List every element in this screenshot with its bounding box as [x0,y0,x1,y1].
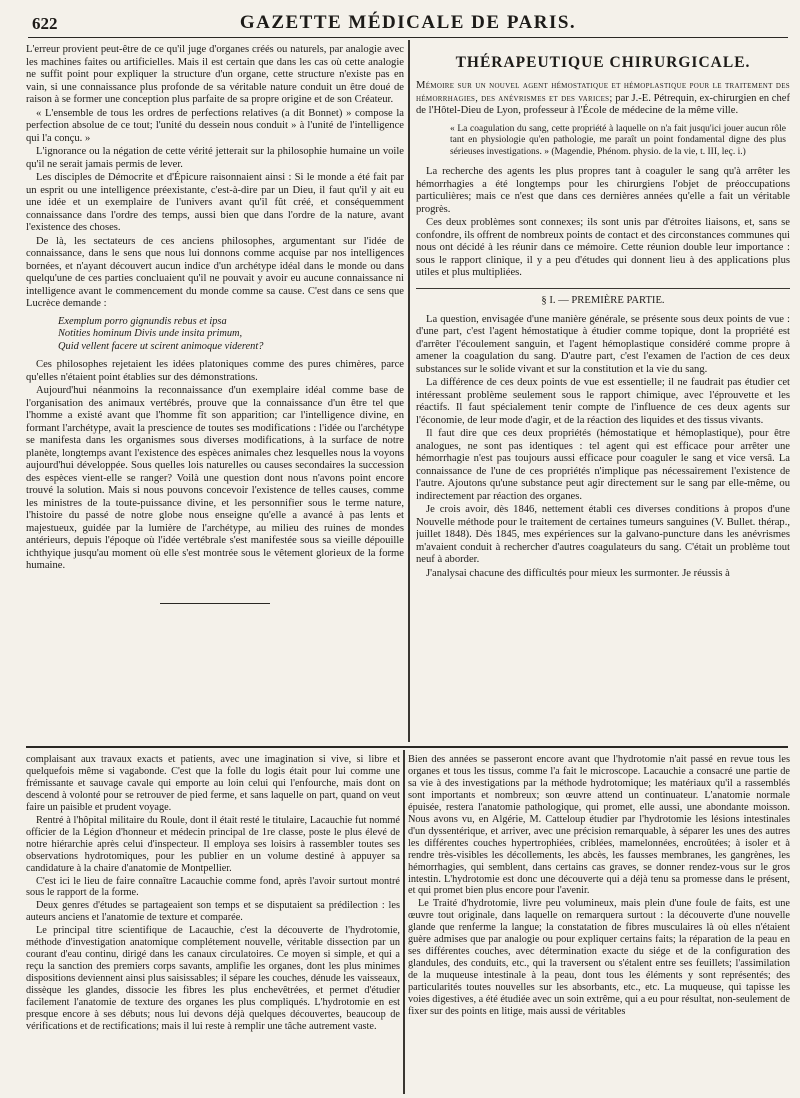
journal-title: GAZETTE MÉDICALE DE PARIS. [239,12,577,33]
article-author: par J.-E. Pétrequin, ex-chirurgien en chef de l'Hôtel-Dieu de Lyon, professeur à l'École de médecine de la même ville. [416,92,790,116]
paragraph: La question, envisagée d'une manière générale, se présente sous deux points de vue : d'une part, c'est l'agent hémostatique à étudier comme topique, dont la propriété est d'arrêter l'écoulement sanguin, et l'agent hémoplastique considéré comme propre à amener la coagulation du sang. D'autre part, c'est l'examen de l'action de ces deux substances sur le solide vivant et sur la constitution et la vie du sang. [416,313,790,375]
verse-line: Exemplum porro gignundis rebus et ipsa [58,315,227,327]
left-column [26,44,404,742]
section-divider [26,746,788,748]
paragraph: Le principal titre scientifique de Lacauchie, c'est la découverte de l'hydrotomie, méthode d'investigation anatomique complétement nouvelle, véritable dissection par un courant d'eau continu, dirigé dans les canaux circulatoires. Ce moyen si simple, et qui a reçu la sanction des premiers corps savants, amplifie les organes, dont les plus minimes dispositions deviennent ainsi plus saisissables; il sépare les couches, dénude les vaisseaux, dissèque les glandes, dissocie les fibres les plus enchevêtrées, et permet d'étudier facilement l'anatomie de texture des organes les plus compliqués. L'hydrotomie en est presque encore à ses débuts; nous lui devons déjà quelques découvertes, beaucoup de vérifications et de rectifications; mais il lui reste à remplir une tâche autrement vaste. [26,925,400,1032]
paragraph: Rentré à l'hôpital militaire du Roule, dont il était resté le titulaire, Lacauchie fut nommé officier de la Légion d'honneur et médecin principal de 1re classe, poste le plus élevé de notre hiérarchie après celui d'inspecteur. Il employa ses loisirs à rassembler toutes ses observations hydrotomiques, pour les publier en un volume destiné à appuyer sa candidature à la chaire d'anatomie de Montpellier. [26,814,400,874]
paragraph: La recherche des agents les plus propres tant à coaguler le sang qu'à arrêter les hémorrhagies a été longtemps pour les chirurgiens l'objet de préoccupations particulières; mais ce n'est que dans ces dernières années qu'elle a fait un véritable progrès. [416,166,790,215]
right-column [416,48,790,746]
paragraph: L'ignorance ou la négation de cette vérité jetterait sur la philosophie humaine un voile qu'il ne serait jamais permis de lever. [26,146,404,170]
page-header [28,8,788,38]
bottom-right-column [408,754,790,1094]
bottom-left-column [26,754,400,1094]
section-title: THÉRAPEUTIQUE CHIRURGICALE. [455,54,751,71]
paragraph: Bien des années se passeront encore avant que l'hydrotomie n'ait passé en revue tous les organes et tous les tissus, comme l'a fait le microscope. Lacauchie a consacré une partie de sa vie à des investigations par la méthode hydrotomique; les matériaux qu'il a rassemblés sont importants et nombreux; son œuvre attend un continuateur. L'anatomie normale épuisée, restera l'anatomie pathologique, qui promet, elle aussi, une abondante moisson. Nous avons vu, en Algérie, M. Catteloup étudier par l'hydrotomie les lésions intestinales d'un dyssentérique, et arriver, avec une précision remarquable, à séparer les unes des autres les différentes couches hypertrophiées, criblées, mamelonnées, encroûtées; à isoler et à rendre très-visibles les décollements, les abcès, les fausses membranes, les gangrènes, les hémorrhagies, qui semblent, dans certains cas graves, se donner rendez-vous sur le gros intestin. L'hydrotomie est donc une découverte qui a déjà tenu sa promesse dans le présent, et qui promet bien plus encore pour l'avenir. [408,754,790,897]
paragraph: Le Traité d'hydrotomie, livre peu volumineux, mais plein d'une foule de faits, est une œuvre tout originale, dans laquelle on remarquera surtout : la découverte d'une nouvelle glande que renferme la langue; la constatation de fibres musculaires là où elles n'étaient guère admises que par analogie ou pour expliquer certains faits; la réparation de la peau en ses différentes couches, avec détermination exacte du siége et de la configuration des glandules, des conduits, etc., qui la traversent ou s'étalent entre ses feuillets; l'assimilation de la muqueuse intestinale à la peau, dont tous les éléments y sont représentés; des particularités toutes nouvelles sur les absorbants, etc., etc. La muqueuse, qui tapisse les voies digestives, a été étudiée avec un soin extrême, qui a eu pour résultat, non-seulement de fixer sur des points en litige, mais aussi de véritables [408,898,790,1018]
paragraph: Je crois avoir, dès 1846, nettement établi ces diverses conditions à propos d'une Nouvelle méthode pour le traitement de certaines tumeurs sanguines (V. Bullet. thérap., juillet 1848). Dès 1845, mes expériences sur la galvano-puncture dans les anévrismes m'avaient conduit à rechercher d'autres coagulateurs du sang. C'était un problème tout neuf à aborder. [416,504,790,566]
paragraph: Deux genres d'études se partageaient son temps et se disputaient sa prédilection : les auteurs anciens et l'anatomie de texture et comparée. [26,900,400,924]
verse-line: Notities hominum Divis unde insita primum, [58,328,243,339]
paragraph: Il faut dire que ces deux propriétés (hémostatique et hémoplastique), pour être analogues, ne sont pas identiques : tel agent qui est efficace pour arrêter une hémorrhagie n'est pas toujours aussi efficace pour coaguler le sang et vice versâ. La connaissance de l'une de ces propriétés n'implique pas nécessairement l'existence de l'autre. Ajoutons qu'une substance peut agir directement sur le sang par elle-même, ou indirectement par réaction des organes. [416,428,790,502]
paragraph: J'analysai chacune des difficultés pour mieux les surmonter. Je réussis à [426,567,730,579]
column-divider-bottom [403,750,405,1094]
paragraph: complaisant aux travaux exacts et patients, avec une imagination si vive, si libre et quelquefois même si vagabonde. C'est que la folle du logis était pour lui comme une frémissante et sauvage cavale qui emporte au loin celui qui l'enfourche, mais dont on descend à volonté pour se retrouver de pied ferme, et sans laquelle on part, quand on veut faire un paisible et prudent voyage. [26,754,400,813]
paragraph: « L'ensemble de tous les ordres de perfections relatives (a dit Bonnet) » compose la perfection absolue de ce tout; l'unité du dessein nous conduit » à l'unité de l'intelligence qui l'a conçu. » [26,107,404,144]
section-heading: § I. — PREMIÈRE PARTIE. [416,288,790,306]
paragraph: C'est ici le lieu de faire connaître Lacauchie comme fond, après l'avoir surtout montré sous le rapport de la forme. [26,875,400,899]
paragraph: De là, les sectateurs de ces anciens philosophes, argumentant sur l'idée de connaissance, dans le sens que nous lui donnons comme acquise par nos intelligences bornées, et n'ayant découvert aucun indice d'un archétype idéal dans le monde ou dans quelqu'une de ces parties concluaient qu'il ne pouvait y avoir eu aucune connaissance ni intelligence avant le commencement du monde comme sa cause. C'est dans ce sens que Lucrèce demande : [26,235,404,309]
paragraph: La différence de ces deux points de vue est essentielle; il ne faudrait pas étudier cet intéressant problème seulement sous le rapport chimique, avec l'éprouvette et les réactifs. Il faut spécialement tenir compte de l'influence de ces deux agents sur l'économie, de leur mode d'agir, et de la réaction des liquides et des tissus vivants. [416,377,790,426]
article-title-caps: Mémoire sur un nouvel agent hémostatique et hémoplastique pour le traitement des hémorrhagies, des anévrismes et des varices; [416,80,790,104]
article-title [416,80,790,118]
paragraph: Les disciples de Démocrite et d'Épicure raisonnaient ainsi : Si le monde a été fait par un esprit ou une intelligence préexistante, c'est-à-dire par un Dieu, il faut qu'il y ait eu une idée et un exemplaire de l'univers avant qu'il fût créé, et conséquemment connaissance dans l'ordre des temps, aussi bien que dans l'ordre de la nature, avant l'existence des choses. [26,172,404,233]
epigraph-quote: « La coagulation du sang, cette propriété à laquelle on n'a fait jusqu'ici jouer aucun rôle tant en physiologie qu'en pathologie, me paraît un point fondamental digne des plus sérieuses investigations. » (Magendie, Phénom. physio. de la vie, t. III, leç. i.) [450,123,786,157]
end-rule [160,603,270,604]
column-divider [408,40,410,742]
page-number: 622 [32,14,58,33]
latin-verse [58,316,404,354]
paragraph: Ces deux problèmes sont connexes; ils sont unis par d'étroites liaisons, et, sans se confondre, ils offrent de nombreux points de contact et des circonstances communes qui nous ont décidé à les réunir dans ce mémoire. Cette réunion double leur importance : sous le rapport clinique, il y a peu d'études qui donnent lieu à des applications plus utiles et plus multipliées. [416,217,790,279]
verse-line: Quid vellent facere ut scirent animoque viderent? [58,340,264,352]
paragraph: L'erreur provient peut-être de ce qu'il juge d'organes créés ou naturels, par analogie avec les machines faites ou artificielles. Mais il est certain que dans les cas où cette analogie ne suffit point pour expliquer la structure d'un organe, cette structure n'existe pas en vain, si une connaissance plus profonde de sa véritable nature conduit un être doué de raison à se former une conception plus parfaite de sa propre origine et de son Créateur. [26,44,404,105]
paragraph: Ces philosophes rejetaient les idées platoniques comme des pures chimères, parce qu'elles n'étaient point établies sur des démonstrations. [26,359,404,383]
paragraph: Aujourd'hui néanmoins la reconnaissance d'un exemplaire idéal comme base de l'organisation des animaux vertébrés, prouve que la connaissance d'un être tel que l'homme a existé avant que l'homme fît son apparition; car l'intelligence divine, en formant l'archétype, avait la prescience de toutes ses modifications : l'idée ou l'archétype se manifesta dans les organismes sous diverses modifications, à la surface de notre planète, longtemps avant l'existence des espèces animales chez lesquelles nous la voyons aujourd'hui développée. Sous quelles lois naturelles ou causes secondaires la succession des espèces vient-elle se ranger? Voilà une question dont nous n'avons point encore trouvé la solution. Mais si nous pouvons concevoir l'existence de telles causes, comme les ministres de la toute-puissance divine, et les personnifier sous le terme nature, l'histoire du passé de notre globe nous enseigne qu'elle a avancé à pas lents et majestueux, guidée par la lumière de l'archétype, au milieu des ruines de mondes antérieurs, depuis l'époque où l'idée vertébrale s'est manifestée sous sa vieille dépouille ichthyique jusqu'au moment où elle s'est montrée sous le vêtement glorieux de la forme humaine. [26,385,404,571]
